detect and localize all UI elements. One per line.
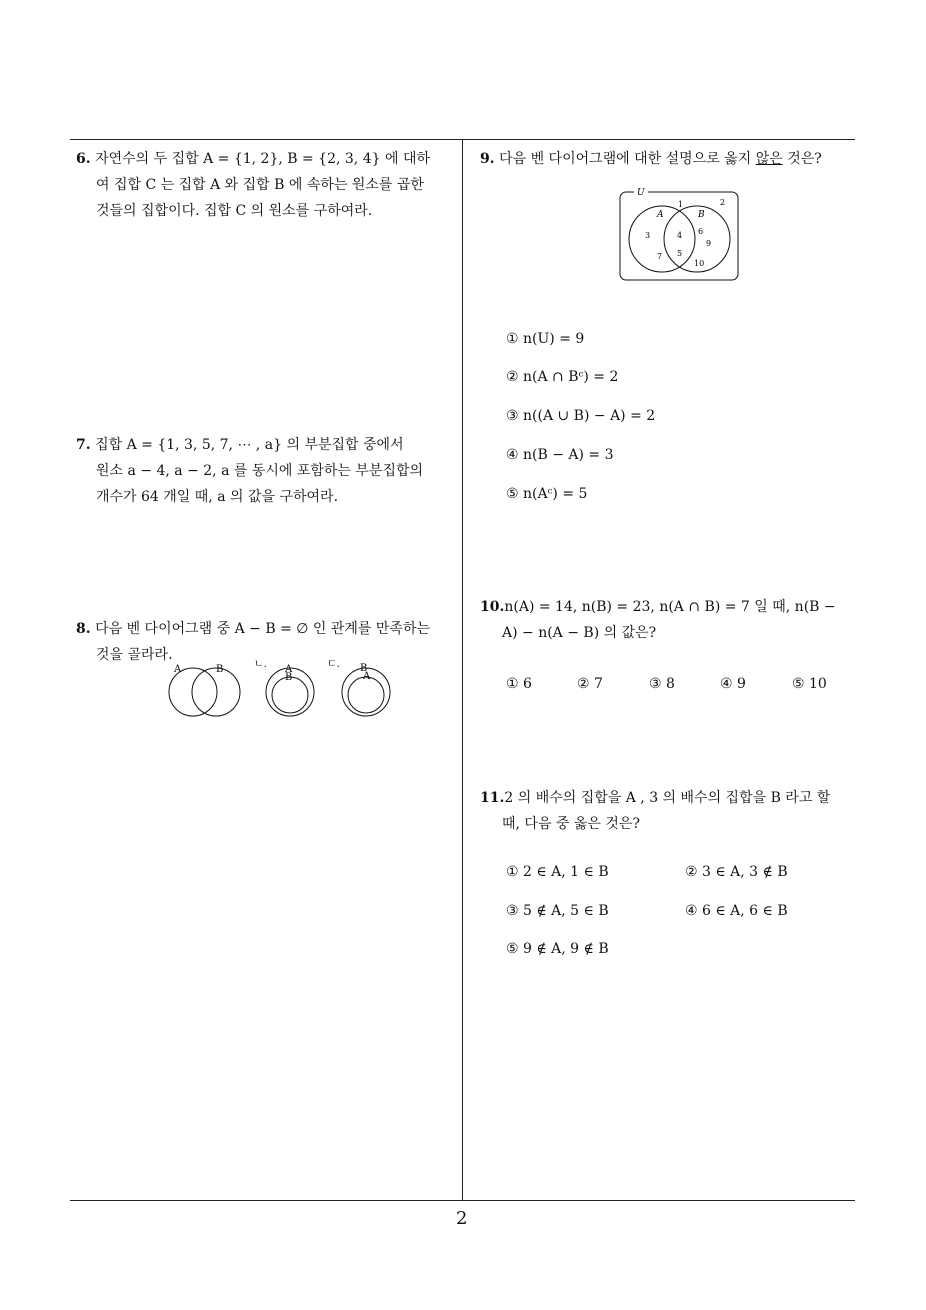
q10-choice-4[interactable]: ④ 9 [720,676,746,692]
question-6-line-1 [76,146,458,172]
question-6 [76,146,458,224]
q8-diagram-2-label-outer: A [285,664,293,675]
question-text: 다음 벤 다이어그램 중 A − B = ∅ 인 관계를 만족하는 [95,621,430,637]
question-text: 2 의 배수의 집합을 A , 3 의 배수의 집합을 B 라고 할 [504,790,831,806]
q11-choice-1[interactable]: ① 2 ∈ A, 1 ∈ B [506,864,609,880]
bottom-rule [70,1200,855,1201]
q8-diagram-2-label-inner: B [285,672,293,683]
question-7 [76,432,458,510]
q9-choice-4[interactable]: ④ n(B − A) = 3 [506,447,614,463]
question-8-line-1 [76,616,458,642]
q8-diagram-1-circle-b [192,668,240,716]
question-number: 10. [480,599,505,615]
question-text: n(A) = 14, n(B) = 23, n(A ∩ B) = 7 일 때, n(B − [504,599,836,615]
question-7-line-2: 원소 a − 4, a − 2, a 를 동시에 포함하는 부분집합의 [96,463,424,479]
q8-diagram-3-label-outer: B [360,663,368,674]
question-text-end: 것은? [782,151,822,167]
q9-venn-diagram [618,184,742,284]
q8-diagram-1-circle-a [169,668,217,716]
question-10 [480,594,865,646]
question-number: 11. [480,790,505,806]
q9-choice-5[interactable]: ⑤ n(Aᶜ) = 5 [506,486,588,502]
q10-choice-3[interactable]: ③ 8 [649,676,675,692]
question-7-line-3: 개수가 64 개일 때, a 의 값을 구하여라. [96,489,339,505]
element-only-b-2: 9 [706,239,712,248]
question-6-line-3: 것들의 집합이다. 집합 C 의 원소를 구하여라. [96,203,373,219]
question-text: 자연수의 두 집합 A = {1, 2}, B = {2, 3, 4} 에 대하 [95,151,430,167]
underlined-word: 않은 [755,151,783,167]
question-number: 8. [76,621,91,637]
question-11-line-2: 때, 다음 중 옳은 것은? [502,816,640,832]
element-both-2: 5 [677,249,683,258]
question-6-line-2: 여 집합 C 는 집합 A 와 집합 B 에 속하는 원소를 곱한 [96,177,424,193]
question-9 [480,146,865,172]
element-only-a-1: 3 [645,231,651,240]
q10-choice-5[interactable]: ⑤ 10 [792,676,827,692]
set-b-label: B [698,210,705,220]
question-11 [480,785,865,837]
q9-choice-1[interactable]: ① n(U) = 9 [506,331,585,347]
q8-diagram-3-circle-inner [348,677,384,713]
q8-diagram-1-label-a: A [174,664,182,675]
q8-venn-diagrams [160,655,400,720]
question-number: 7. [76,437,91,453]
page-number: 2 [456,1208,468,1229]
element-only-b-1: 6 [698,227,704,236]
question-7-line-1 [76,432,458,458]
q8-diagram-3-label-inner: A [363,671,371,682]
question-10-line-1 [480,594,865,620]
question-number: 9. [480,151,495,167]
question-11-line-1 [480,785,865,811]
q10-choice-1[interactable]: ① 6 [506,676,532,692]
question-number: 6. [76,151,91,167]
q8-diagram-2-marker: ㄴ. [254,659,267,670]
question-10-line-2: A) − n(A − B) 의 값은? [502,625,657,641]
set-a-label: A [657,210,664,220]
element-outside-1: 1 [678,200,684,209]
q11-choice-2[interactable]: ② 3 ∈ A, 3 ∉ B [685,864,788,880]
q10-choice-2[interactable]: ② 7 [577,676,603,692]
element-only-a-2: 7 [657,252,663,261]
q9-choice-2[interactable]: ② n(A ∩ Bᶜ) = 2 [506,369,619,385]
element-both-1: 4 [677,231,683,240]
column-divider [462,139,463,1201]
question-9-line-1 [480,146,865,172]
q8-diagram-1-label-b: B [216,664,224,675]
question-8-line-2: 것을 골라라. [96,647,173,663]
q8-diagram-3-marker: ㄷ. [327,659,340,670]
universe-label: U [637,188,645,198]
q11-choice-3[interactable]: ③ 5 ∉ A, 5 ∈ B [506,903,609,919]
question-text: 집합 A = {1, 3, 5, 7, ⋯ , a} 의 부분집합 중에서 [95,437,404,453]
q11-choice-4[interactable]: ④ 6 ∈ A, 6 ∈ B [685,903,788,919]
question-text: 다음 벤 다이어그램에 대한 설명으로 옳지 [499,151,756,167]
element-only-b-3: 10 [694,259,705,268]
q9-choice-3[interactable]: ③ n((A ∪ B) − A) = 2 [506,408,656,424]
element-outside-2: 2 [720,198,726,207]
q11-choice-5[interactable]: ⑤ 9 ∉ A, 9 ∉ B [506,941,609,957]
